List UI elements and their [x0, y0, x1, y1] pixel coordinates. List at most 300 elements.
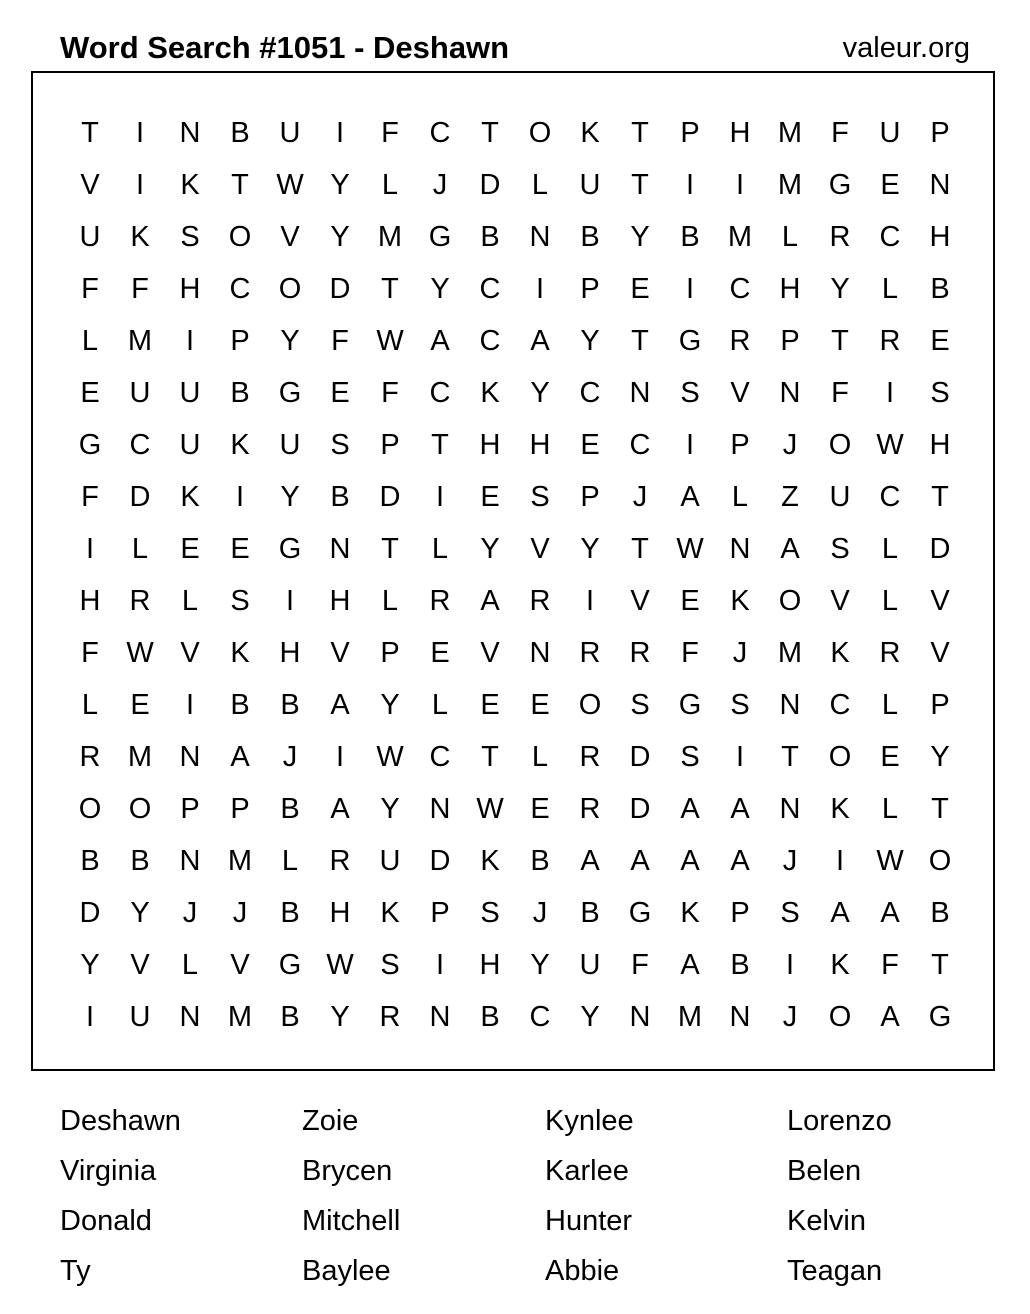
grid-letter[interactable]: R [629, 637, 651, 669]
grid-letter[interactable]: A [730, 793, 750, 825]
grid-letter[interactable]: U [579, 949, 601, 981]
grid-letter[interactable]: H [479, 949, 501, 981]
grid-letter[interactable]: Y [630, 221, 650, 253]
grid-letter[interactable]: S [330, 429, 350, 461]
grid-letter[interactable]: N [629, 1001, 651, 1033]
grid-letter[interactable]: I [335, 117, 345, 149]
grid-letter[interactable]: K [680, 897, 700, 929]
grid-letter[interactable]: A [580, 845, 600, 877]
grid-letter[interactable]: E [630, 273, 650, 305]
grid-letter[interactable]: M [777, 169, 803, 201]
grid-letter[interactable]: J [532, 897, 548, 929]
grid-letter[interactable]: C [429, 377, 451, 409]
grid-letter[interactable]: C [479, 325, 501, 357]
grid-letter[interactable]: C [829, 689, 851, 721]
grid-letter[interactable]: I [785, 949, 795, 981]
grid-letter[interactable]: A [730, 845, 750, 877]
grid-letter[interactable]: V [930, 637, 950, 669]
grid-letter[interactable]: H [479, 429, 501, 461]
grid-letter[interactable]: F [381, 117, 399, 149]
grid-letter[interactable]: C [529, 1001, 551, 1033]
grid-letter[interactable]: I [685, 429, 695, 461]
grid-letter[interactable]: K [830, 637, 850, 669]
grid-letter[interactable]: P [180, 793, 200, 825]
grid-letter[interactable]: J [782, 1001, 798, 1033]
grid-letter[interactable]: B [280, 793, 300, 825]
grid-letter[interactable]: K [180, 481, 200, 513]
grid-letter[interactable]: L [181, 949, 199, 981]
grid-letter[interactable]: V [80, 169, 100, 201]
grid-letter[interactable]: N [429, 1001, 451, 1033]
grid-letter[interactable]: H [529, 429, 551, 461]
grid-letter[interactable]: F [631, 949, 649, 981]
grid-letter[interactable]: U [279, 117, 301, 149]
grid-letter[interactable]: L [881, 585, 899, 617]
grid-letter[interactable]: K [130, 221, 150, 253]
grid-letter[interactable]: K [830, 793, 850, 825]
grid-letter[interactable]: E [180, 533, 200, 565]
grid-letter[interactable]: K [230, 429, 250, 461]
grid-letter[interactable]: N [329, 533, 351, 565]
grid-letter[interactable]: E [330, 377, 350, 409]
grid-letter[interactable]: N [629, 377, 651, 409]
grid-letter[interactable]: K [230, 637, 250, 669]
grid-letter[interactable]: T [481, 117, 499, 149]
grid-letter[interactable]: N [179, 845, 201, 877]
grid-letter[interactable]: E [130, 689, 150, 721]
grid-letter[interactable]: N [179, 117, 201, 149]
grid-letter[interactable]: L [531, 741, 549, 773]
grid-letter[interactable]: B [680, 221, 700, 253]
grid-letter[interactable]: E [480, 481, 500, 513]
grid-letter[interactable]: W [476, 793, 504, 825]
grid-letter[interactable]: E [80, 377, 100, 409]
grid-letter[interactable]: N [779, 793, 801, 825]
grid-letter[interactable]: W [376, 741, 404, 773]
grid-letter[interactable]: B [80, 845, 100, 877]
grid-letter[interactable]: S [480, 897, 500, 929]
grid-letter[interactable]: H [929, 429, 951, 461]
grid-letter[interactable]: M [227, 845, 253, 877]
grid-letter[interactable]: E [930, 325, 950, 357]
grid-letter[interactable]: U [829, 481, 851, 513]
grid-letter[interactable]: B [330, 481, 350, 513]
grid-letter[interactable]: C [879, 481, 901, 513]
grid-letter[interactable]: G [628, 897, 652, 929]
grid-letter[interactable]: I [685, 169, 695, 201]
grid-letter[interactable]: N [429, 793, 451, 825]
grid-letter[interactable]: L [381, 169, 399, 201]
grid-letter[interactable]: A [880, 1001, 900, 1033]
grid-letter[interactable]: C [629, 429, 651, 461]
grid-letter[interactable]: P [580, 481, 600, 513]
grid-letter[interactable]: H [79, 585, 101, 617]
grid-letter[interactable]: Y [830, 273, 850, 305]
grid-letter[interactable]: V [630, 585, 650, 617]
grid-letter[interactable]: L [431, 689, 449, 721]
grid-letter[interactable]: S [930, 377, 950, 409]
grid-letter[interactable]: H [329, 897, 351, 929]
grid-letter[interactable]: R [579, 793, 601, 825]
grid-letter[interactable]: G [828, 169, 852, 201]
grid-letter[interactable]: P [230, 325, 250, 357]
grid-letter[interactable]: A [230, 741, 250, 773]
grid-letter[interactable]: L [81, 325, 99, 357]
grid-letter[interactable]: D [329, 273, 351, 305]
grid-letter[interactable]: I [85, 1001, 95, 1033]
grid-letter[interactable]: I [185, 689, 195, 721]
grid-letter[interactable]: T [381, 533, 399, 565]
grid-letter[interactable]: N [729, 533, 751, 565]
grid-letter[interactable]: Z [781, 481, 799, 513]
grid-letter[interactable]: S [680, 377, 700, 409]
grid-letter[interactable]: Y [380, 689, 400, 721]
grid-letter[interactable]: I [135, 169, 145, 201]
grid-letter[interactable]: J [732, 637, 748, 669]
grid-letter[interactable]: C [579, 377, 601, 409]
grid-letter[interactable]: E [530, 689, 550, 721]
grid-letter[interactable]: A [780, 533, 800, 565]
grid-letter[interactable]: M [227, 1001, 253, 1033]
grid-letter[interactable]: B [730, 949, 750, 981]
grid-letter[interactable]: E [880, 741, 900, 773]
grid-letter[interactable]: J [182, 897, 198, 929]
grid-letter[interactable]: P [580, 273, 600, 305]
grid-letter[interactable]: A [330, 689, 350, 721]
grid-letter[interactable]: V [530, 533, 550, 565]
grid-letter[interactable]: P [380, 637, 400, 669]
grid-letter[interactable]: O [78, 793, 102, 825]
grid-letter[interactable]: L [881, 689, 899, 721]
grid-letter[interactable]: I [285, 585, 295, 617]
grid-letter[interactable]: E [230, 533, 250, 565]
grid-letter[interactable]: C [729, 273, 751, 305]
grid-letter[interactable]: O [928, 845, 952, 877]
grid-letter[interactable]: U [179, 429, 201, 461]
grid-letter[interactable]: F [81, 637, 99, 669]
grid-letter[interactable]: C [129, 429, 151, 461]
grid-letter[interactable]: U [79, 221, 101, 253]
grid-letter[interactable]: I [685, 273, 695, 305]
grid-letter[interactable]: Y [380, 793, 400, 825]
grid-letter[interactable]: F [881, 949, 899, 981]
grid-letter[interactable]: C [479, 273, 501, 305]
grid-letter[interactable]: B [280, 897, 300, 929]
grid-letter[interactable]: B [130, 845, 150, 877]
grid-letter[interactable]: T [231, 169, 249, 201]
grid-letter[interactable]: L [881, 273, 899, 305]
grid-letter[interactable]: O [778, 585, 802, 617]
grid-letter[interactable]: V [830, 585, 850, 617]
grid-letter[interactable]: E [480, 689, 500, 721]
grid-letter[interactable]: B [230, 689, 250, 721]
grid-letter[interactable]: T [631, 169, 649, 201]
grid-letter[interactable]: F [681, 637, 699, 669]
grid-letter[interactable]: V [930, 585, 950, 617]
grid-letter[interactable]: A [680, 793, 700, 825]
grid-letter[interactable]: B [580, 897, 600, 929]
grid-letter[interactable]: A [530, 325, 550, 357]
grid-letter[interactable]: D [929, 533, 951, 565]
grid-letter[interactable]: J [282, 741, 298, 773]
grid-letter[interactable]: V [180, 637, 200, 669]
grid-letter[interactable]: K [580, 117, 600, 149]
grid-letter[interactable]: F [831, 117, 849, 149]
grid-letter[interactable]: Y [530, 377, 550, 409]
grid-letter[interactable]: E [880, 169, 900, 201]
grid-letter[interactable]: F [331, 325, 349, 357]
grid-letter[interactable]: W [126, 637, 154, 669]
grid-letter[interactable]: T [431, 429, 449, 461]
grid-letter[interactable]: E [680, 585, 700, 617]
grid-letter[interactable]: I [185, 325, 195, 357]
grid-letter[interactable]: M [127, 741, 153, 773]
grid-letter[interactable]: A [680, 845, 700, 877]
grid-letter[interactable]: H [779, 273, 801, 305]
grid-letter[interactable]: R [529, 585, 551, 617]
grid-letter[interactable]: D [429, 845, 451, 877]
grid-letter[interactable]: Y [580, 1001, 600, 1033]
grid-letter[interactable]: P [780, 325, 800, 357]
grid-letter[interactable]: G [278, 949, 302, 981]
grid-letter[interactable]: E [430, 637, 450, 669]
grid-letter[interactable]: S [780, 897, 800, 929]
grid-letter[interactable]: V [730, 377, 750, 409]
grid-letter[interactable]: V [230, 949, 250, 981]
grid-letter[interactable]: J [782, 845, 798, 877]
grid-letter[interactable]: A [480, 585, 500, 617]
grid-letter[interactable]: O [228, 221, 252, 253]
grid-letter[interactable]: Y [330, 169, 350, 201]
grid-letter[interactable]: U [129, 377, 151, 409]
grid-letter[interactable]: W [276, 169, 304, 201]
grid-letter[interactable]: U [379, 845, 401, 877]
grid-letter[interactable]: M [777, 117, 803, 149]
grid-letter[interactable]: C [229, 273, 251, 305]
grid-letter[interactable]: L [881, 793, 899, 825]
grid-letter[interactable]: A [680, 481, 700, 513]
grid-letter[interactable]: I [735, 169, 745, 201]
grid-letter[interactable]: O [828, 1001, 852, 1033]
grid-letter[interactable]: F [131, 273, 149, 305]
grid-letter[interactable]: O [278, 273, 302, 305]
grid-letter[interactable]: S [730, 689, 750, 721]
grid-letter[interactable]: L [131, 533, 149, 565]
grid-letter[interactable]: L [881, 533, 899, 565]
grid-letter[interactable]: I [335, 741, 345, 773]
grid-letter[interactable]: M [677, 1001, 703, 1033]
grid-letter[interactable]: K [830, 949, 850, 981]
grid-letter[interactable]: Y [580, 533, 600, 565]
grid-letter[interactable]: T [631, 533, 649, 565]
grid-letter[interactable]: I [835, 845, 845, 877]
grid-letter[interactable]: R [329, 845, 351, 877]
grid-letter[interactable]: A [430, 325, 450, 357]
grid-letter[interactable]: Y [480, 533, 500, 565]
grid-letter[interactable]: S [380, 949, 400, 981]
grid-letter[interactable]: Y [430, 273, 450, 305]
grid-letter[interactable]: D [379, 481, 401, 513]
grid-letter[interactable]: N [179, 741, 201, 773]
grid-letter[interactable]: T [931, 793, 949, 825]
grid-letter[interactable]: U [879, 117, 901, 149]
grid-letter[interactable]: O [578, 689, 602, 721]
grid-letter[interactable]: C [429, 117, 451, 149]
grid-letter[interactable]: N [529, 221, 551, 253]
grid-letter[interactable]: S [830, 533, 850, 565]
grid-letter[interactable]: Y [530, 949, 550, 981]
grid-letter[interactable]: A [330, 793, 350, 825]
grid-letter[interactable]: M [127, 325, 153, 357]
grid-letter[interactable]: T [931, 949, 949, 981]
grid-letter[interactable]: S [230, 585, 250, 617]
grid-letter[interactable]: S [630, 689, 650, 721]
grid-letter[interactable]: M [727, 221, 753, 253]
grid-letter[interactable]: B [280, 689, 300, 721]
grid-letter[interactable]: T [631, 325, 649, 357]
grid-letter[interactable]: R [729, 325, 751, 357]
grid-letter[interactable]: J [232, 897, 248, 929]
grid-letter[interactable]: E [580, 429, 600, 461]
grid-letter[interactable]: I [135, 117, 145, 149]
grid-letter[interactable]: I [535, 273, 545, 305]
grid-letter[interactable]: E [530, 793, 550, 825]
grid-letter[interactable]: L [431, 533, 449, 565]
grid-letter[interactable]: R [579, 741, 601, 773]
grid-letter[interactable]: I [85, 533, 95, 565]
grid-letter[interactable]: C [879, 221, 901, 253]
grid-letter[interactable]: R [79, 741, 101, 773]
grid-letter[interactable]: P [930, 689, 950, 721]
grid-letter[interactable]: H [179, 273, 201, 305]
grid-letter[interactable]: W [676, 533, 704, 565]
grid-letter[interactable]: V [480, 637, 500, 669]
grid-letter[interactable]: Y [930, 741, 950, 773]
grid-letter[interactable]: I [435, 949, 445, 981]
grid-letter[interactable]: U [279, 429, 301, 461]
grid-letter[interactable]: P [680, 117, 700, 149]
grid-letter[interactable]: K [380, 897, 400, 929]
grid-letter[interactable]: B [480, 1001, 500, 1033]
grid-letter[interactable]: A [880, 897, 900, 929]
grid-letter[interactable]: G [928, 1001, 952, 1033]
grid-letter[interactable]: A [630, 845, 650, 877]
grid-letter[interactable]: S [680, 741, 700, 773]
grid-letter[interactable]: T [831, 325, 849, 357]
grid-letter[interactable]: Y [330, 221, 350, 253]
grid-letter[interactable]: B [230, 117, 250, 149]
grid-letter[interactable]: P [930, 117, 950, 149]
grid-letter[interactable]: D [479, 169, 501, 201]
grid-letter[interactable]: A [680, 949, 700, 981]
grid-letter[interactable]: I [735, 741, 745, 773]
grid-letter[interactable]: H [929, 221, 951, 253]
grid-letter[interactable]: P [730, 429, 750, 461]
grid-letter[interactable]: P [730, 897, 750, 929]
grid-letter[interactable]: L [281, 845, 299, 877]
grid-letter[interactable]: M [777, 637, 803, 669]
grid-letter[interactable]: K [480, 377, 500, 409]
grid-letter[interactable]: U [579, 169, 601, 201]
grid-letter[interactable]: K [180, 169, 200, 201]
grid-letter[interactable]: R [879, 637, 901, 669]
grid-letter[interactable]: B [580, 221, 600, 253]
grid-letter[interactable]: G [78, 429, 102, 461]
grid-letter[interactable]: W [376, 325, 404, 357]
grid-letter[interactable]: C [429, 741, 451, 773]
grid-letter[interactable]: B [930, 897, 950, 929]
grid-letter[interactable]: N [779, 689, 801, 721]
grid-letter[interactable]: I [585, 585, 595, 617]
grid-letter[interactable]: B [230, 377, 250, 409]
grid-letter[interactable]: P [430, 897, 450, 929]
grid-letter[interactable]: F [381, 377, 399, 409]
grid-letter[interactable]: O [828, 429, 852, 461]
grid-letter[interactable]: T [481, 741, 499, 773]
grid-letter[interactable]: W [326, 949, 354, 981]
grid-letter[interactable]: G [278, 377, 302, 409]
grid-letter[interactable]: V [130, 949, 150, 981]
grid-letter[interactable]: M [377, 221, 403, 253]
grid-letter[interactable]: O [528, 117, 552, 149]
grid-letter[interactable]: J [632, 481, 648, 513]
grid-letter[interactable]: B [280, 1001, 300, 1033]
grid-letter[interactable]: O [828, 741, 852, 773]
grid-letter[interactable]: B [930, 273, 950, 305]
grid-letter[interactable]: T [631, 117, 649, 149]
grid-letter[interactable]: R [379, 1001, 401, 1033]
grid-letter[interactable]: H [279, 637, 301, 669]
grid-letter[interactable]: T [381, 273, 399, 305]
grid-letter[interactable]: K [730, 585, 750, 617]
grid-letter[interactable]: Y [130, 897, 150, 929]
grid-letter[interactable]: G [678, 689, 702, 721]
grid-letter[interactable]: Y [280, 481, 300, 513]
grid-letter[interactable]: H [729, 117, 751, 149]
grid-letter[interactable]: R [129, 585, 151, 617]
grid-letter[interactable]: H [329, 585, 351, 617]
grid-letter[interactable]: L [731, 481, 749, 513]
grid-letter[interactable]: T [781, 741, 799, 773]
grid-letter[interactable]: Y [80, 949, 100, 981]
grid-letter[interactable]: Y [330, 1001, 350, 1033]
grid-letter[interactable]: D [79, 897, 101, 929]
grid-letter[interactable]: Y [280, 325, 300, 357]
grid-letter[interactable]: F [81, 273, 99, 305]
grid-letter[interactable]: D [629, 793, 651, 825]
grid-letter[interactable]: N [929, 169, 951, 201]
grid-letter[interactable]: R [879, 325, 901, 357]
grid-letter[interactable]: L [381, 585, 399, 617]
grid-letter[interactable]: J [782, 429, 798, 461]
grid-letter[interactable]: G [428, 221, 452, 253]
grid-letter[interactable]: S [530, 481, 550, 513]
grid-letter[interactable]: R [579, 637, 601, 669]
grid-letter[interactable]: I [435, 481, 445, 513]
grid-letter[interactable]: L [531, 169, 549, 201]
grid-letter[interactable]: R [829, 221, 851, 253]
grid-letter[interactable]: R [429, 585, 451, 617]
grid-letter[interactable]: W [876, 845, 904, 877]
grid-letter[interactable]: G [278, 533, 302, 565]
grid-letter[interactable]: W [876, 429, 904, 461]
grid-letter[interactable]: F [831, 377, 849, 409]
grid-letter[interactable]: D [129, 481, 151, 513]
grid-letter[interactable]: A [830, 897, 850, 929]
grid-letter[interactable]: G [678, 325, 702, 357]
grid-letter[interactable]: J [432, 169, 448, 201]
grid-letter[interactable]: N [179, 1001, 201, 1033]
